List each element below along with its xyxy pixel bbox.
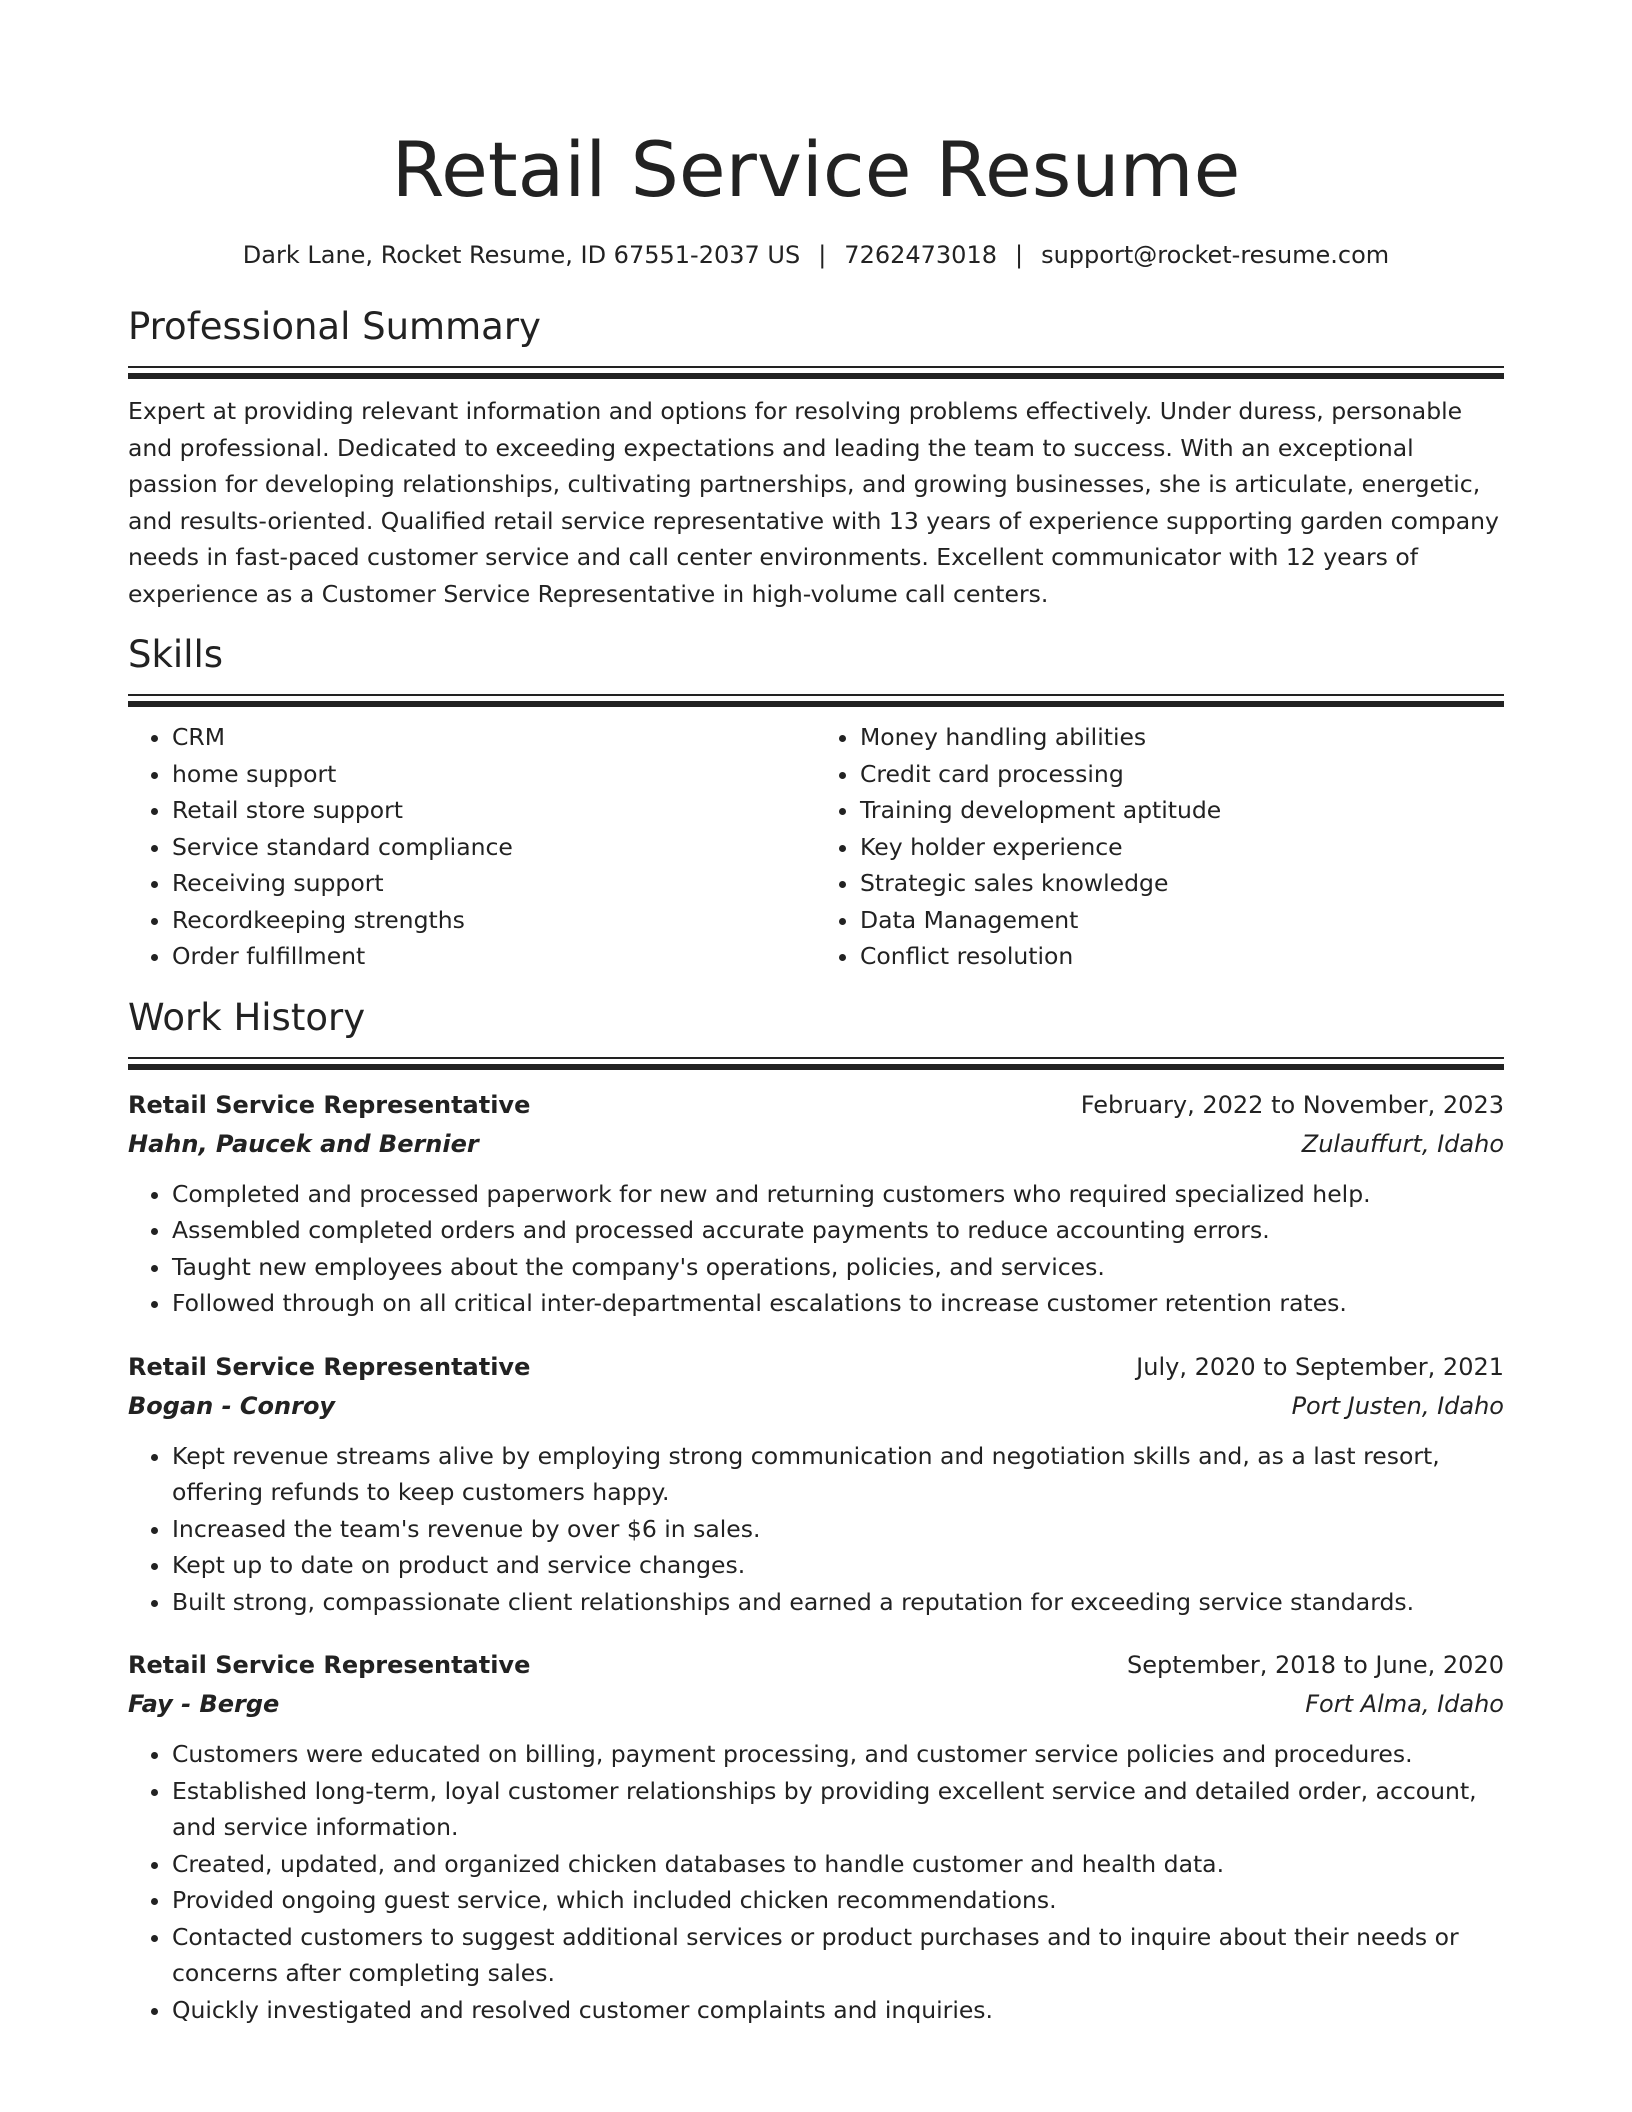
skills-list-right	[816, 719, 1504, 975]
summary-heading: Professional Summary	[128, 305, 541, 348]
job-header-row	[128, 1348, 1504, 1386]
contact-address: Dark Lane, Rocket Resume, ID 67551-2037 US	[242, 241, 801, 269]
skills-list-left	[128, 719, 816, 975]
section-rule-thick	[128, 701, 1504, 707]
job-title: Retail Service Representative	[128, 1352, 531, 1381]
job-bullet: • Quickly investigated and resolved customer complaints and inquiries.	[172, 1992, 1504, 2029]
summary-text: Expert at providing relevant information and options for resolving problems effectively. Under duress, personable and professional. Dedicated to exceeding expectations and leading the team to success. With an exceptional passion for developing relationships, cultivating partnerships, and growing businesses, she is articulate, energetic, and results-oriented. Qualified retail service representative with 13 years of experience supporting garden company needs in fast-paced customer service and call center environments. Excellent communicator with 12 years of experience as a Customer Service Representative in high-volume call centers.	[128, 397, 1499, 608]
section-rule-thick	[128, 1064, 1504, 1070]
job-entry	[128, 1348, 1504, 1621]
work-history-heading: Work History	[128, 995, 366, 1039]
skills-columns	[128, 719, 1504, 975]
job-header-row	[128, 1646, 1504, 1684]
section-rule	[128, 694, 1504, 696]
skill-item: • Conflict resolution	[860, 938, 1504, 975]
job-dates: September, 2018 to June, 2020	[1127, 1651, 1504, 1679]
job-bullet: • Kept up to date on product and service changes.	[172, 1547, 1504, 1584]
job-company-row	[128, 1684, 1504, 1724]
skill-item: • home support	[172, 756, 816, 793]
resume-title: Retail Service Resume	[391, 125, 1241, 214]
section-rule	[128, 366, 1504, 368]
job-bullet: • Built strong, compassionate client relationships and earned a reputation for exceeding service standards.	[172, 1584, 1504, 1621]
resume-content	[128, 120, 1504, 2028]
job-bullets	[128, 1736, 1504, 2028]
contact-phone: 7262473018	[844, 241, 997, 269]
contact-separator: |	[1015, 241, 1024, 269]
job-title: Retail Service Representative	[128, 1651, 531, 1679]
contact-email: support@rocket-resume.com	[1041, 241, 1390, 269]
job-bullet: • Provided ongoing guest service, which included chicken recommendations.	[172, 1882, 1504, 1919]
job-header-row	[128, 1086, 1504, 1124]
job-location: Fort Alma, Idaho	[1305, 1690, 1504, 1718]
job-company-row	[128, 1386, 1504, 1426]
job-bullet: • Completed and processed paperwork for new and returning customers who required specialized help.	[172, 1176, 1504, 1213]
skill-item: • CRM	[172, 719, 816, 756]
job-company-row	[128, 1124, 1504, 1164]
job-bullet: • Increased the team's revenue by over $6 in sales.	[172, 1511, 1504, 1548]
job-dates: February, 2022 to November, 2023	[1080, 1090, 1504, 1119]
skills-heading: Skills	[128, 633, 224, 676]
job-bullet: • Created, updated, and organized chicken databases to handle customer and health data.	[172, 1846, 1504, 1883]
skill-item: • Service standard compliance	[172, 829, 816, 866]
job-bullet: • Contacted customers to suggest additional services or product purchases and to inquire about their needs or concerns after completing sales.	[172, 1919, 1504, 1992]
work-history-section	[128, 993, 1504, 2029]
skill-item: • Retail store support	[172, 792, 816, 829]
job-bullets	[128, 1176, 1504, 1322]
summary-section	[128, 302, 1504, 612]
job-bullet: • Customers were educated on billing, payment processing, and customer service policies and procedures.	[172, 1736, 1504, 1773]
job-location: Port Justen, Idaho	[1291, 1391, 1504, 1420]
job-bullet: • Kept revenue streams alive by employing strong communication and negotiation skills and, as a last resort, offering refunds to keep customers happy.	[172, 1438, 1504, 1511]
skill-item: • Receiving support	[172, 865, 816, 902]
skills-column-left	[128, 719, 816, 975]
contact-line	[128, 238, 1504, 272]
skills-section	[128, 630, 1504, 975]
job-location: Zulauffurt, Idaho	[1301, 1129, 1504, 1158]
job-company: Hahn, Paucek and Bernier	[128, 1129, 479, 1158]
section-rule	[128, 1057, 1504, 1059]
job-bullet: • Established long-term, loyal customer relationships by providing excellent service and detailed order, account, and service information.	[172, 1773, 1504, 1846]
skills-column-right	[816, 719, 1504, 975]
skill-item: • Strategic sales knowledge	[860, 865, 1504, 902]
job-company: Fay - Berge	[128, 1690, 280, 1718]
job-title: Retail Service Representative	[128, 1090, 531, 1119]
job-bullet: • Followed through on all critical inter-departmental escalations to increase customer retention rates.	[172, 1285, 1504, 1322]
section-rule-thick	[128, 373, 1504, 379]
job-company: Bogan - Conroy	[128, 1391, 336, 1420]
job-entry	[128, 1086, 1504, 1322]
job-bullet: • Taught new employees about the company's operations, policies, and services.	[172, 1249, 1504, 1286]
job-dates: July, 2020 to September, 2021	[1136, 1352, 1504, 1381]
skill-item: • Money handling abilities	[860, 719, 1504, 756]
contact-separator: |	[818, 241, 827, 269]
job-bullet: • Assembled completed orders and processed accurate payments to reduce accounting errors.	[172, 1212, 1504, 1249]
skill-item: • Training development aptitude	[860, 792, 1504, 829]
skill-item: • Credit card processing	[860, 756, 1504, 793]
job-entry	[128, 1646, 1504, 2028]
skill-item: • Key holder experience	[860, 829, 1504, 866]
skill-item: • Data Management	[860, 902, 1504, 939]
skill-item: • Order fulfillment	[172, 938, 816, 975]
skill-item: • Recordkeeping strengths	[172, 902, 816, 939]
job-bullets	[128, 1438, 1504, 1621]
